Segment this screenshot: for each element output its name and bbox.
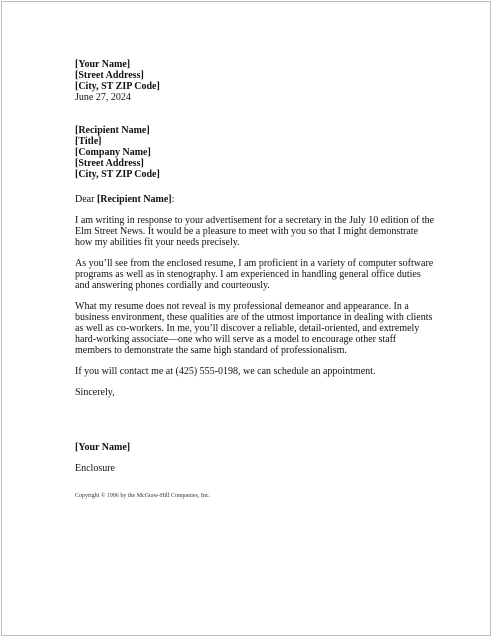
paragraph-line: Elm Street News. It would be a pleasure to meet with you so that I might demonstrate xyxy=(75,226,418,237)
paragraph-line: as well as co-workers. In me, you’ll discover a reliable, detail-oriented, and extremely xyxy=(75,323,420,334)
sender-block xyxy=(75,59,435,103)
recipient-name[interactable]: [Recipient Name] xyxy=(75,125,150,136)
enclosure-label: Enclosure xyxy=(75,463,115,474)
paragraph-line: I am writing in response to your advertisement for a secretary in the July 10 edition of the xyxy=(75,215,435,226)
sender-city[interactable]: [City, ST ZIP Code] xyxy=(75,81,160,92)
paragraph-line: programs as well as in stenography. I am experienced in handling general office duties xyxy=(75,269,421,280)
enclosure-block xyxy=(75,463,435,474)
paragraph-line: and answering phones cordially and courteously. xyxy=(75,280,270,291)
salutation-recipient-name[interactable]: [Recipient Name] xyxy=(96,194,172,205)
paragraph-line: members to demonstrate the same high standard of professionalism. xyxy=(75,345,347,356)
paragraph-2 xyxy=(75,258,435,291)
paragraph-line: As you’ll see from the enclosed resume, I am proficient in a variety of computer software xyxy=(75,258,434,269)
recipient-city[interactable]: [City, ST ZIP Code] xyxy=(75,169,160,180)
sender-street[interactable]: [Street Address] xyxy=(75,70,144,81)
paragraph-line: If you will contact me at (425) 555-0198, we can schedule an appointment. xyxy=(75,366,376,377)
recipient-block xyxy=(75,125,435,180)
paragraph-line: how my abilities fit your needs precisely. xyxy=(75,237,240,248)
document-page xyxy=(1,1,491,636)
paragraph-3 xyxy=(75,301,435,356)
paragraph-line: hard-working associate—one who will serve as a model to encourage other staff xyxy=(75,334,397,345)
paragraph-1 xyxy=(75,215,435,248)
salutation-prefix: Dear xyxy=(75,194,97,205)
copyright-footer xyxy=(75,493,435,500)
sender-name[interactable]: [Your Name] xyxy=(75,59,131,70)
salutation-suffix: : xyxy=(171,194,175,205)
salutation xyxy=(75,194,435,205)
recipient-street[interactable]: [Street Address] xyxy=(75,158,144,169)
paragraph-line: business environment, these qualities are of the utmost importance in dealing with clients xyxy=(75,312,433,323)
valediction: Sincerely, xyxy=(75,387,115,398)
closing-block xyxy=(75,387,435,398)
paragraph-line: What my resume does not reveal is my professional demeanor and appearance. In a xyxy=(75,301,409,312)
letter-date[interactable]: June 27, 2024 xyxy=(75,92,131,103)
signature-block xyxy=(75,442,435,453)
copyright-text: Copyright © 1996 by the McGraw-Hill Companies, Inc. xyxy=(75,493,211,499)
paragraph-4 xyxy=(75,366,435,377)
signature-name[interactable]: [Your Name] xyxy=(75,442,131,453)
letter-body xyxy=(75,59,435,500)
recipient-company[interactable]: [Company Name] xyxy=(75,147,151,158)
recipient-title[interactable]: [Title] xyxy=(75,136,102,147)
